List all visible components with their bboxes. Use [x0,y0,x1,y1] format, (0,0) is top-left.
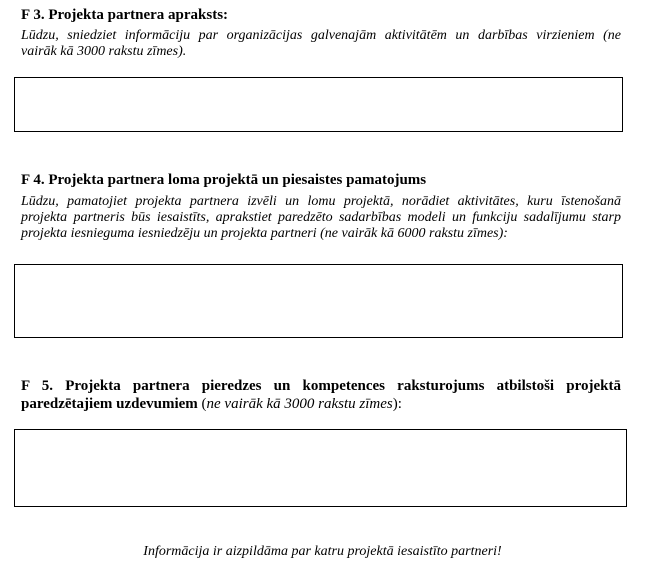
f5-heading-line-1 [21,377,621,395]
f4-description [21,194,621,242]
f4-description-line-2: projekta partneris būs iesaistīts, aprakstiet paredzēto sadarbības modeli un funkciju sadalījumu starp [21,210,621,225]
f5-heading-line-1-text: F 5. Projekta partnera pieredzes un kompetences raksturojums atbilstoši projektā [21,378,621,394]
f3-description-line-2: vairāk kā 3000 rakstu zīmes). [21,44,187,59]
f4-description-line-1: Lūdzu, pamatojiet projekta partnera izvēli un lomu projektā, norādiet aktivitātes, kuru īstenošanā [21,194,621,209]
f5-heading-close-paren: ): [392,396,402,412]
f5-heading-limit-note: ne vairāk kā 3000 rakstu zīmes [206,396,393,412]
f4-heading: F 4. Projekta partnera loma projektā un piesaistes pamatojums [21,172,427,188]
footer-note: Informācija ir aizpildāma par katru projektā iesaistīto partneri! [143,544,502,559]
f5-heading [21,377,621,413]
f5-heading-open-paren: ( [197,396,207,412]
f4-description-line-3: projekta iesnieguma iesniedzēju un projekta partneri (ne vairāk kā 6000 rakstu zīmes): [21,226,508,241]
f4-text-field[interactable] [14,264,623,338]
f3-description [21,28,621,60]
f3-text-field[interactable] [14,77,623,132]
f5-heading-line-2-bold: paredzētajiem uzdevumiem [21,396,198,412]
f3-description-line-1: Lūdzu, sniedziet informāciju par organizācijas galvenajām aktivitātēm un darbības virzieniem (ne [21,28,621,43]
f5-heading-line-2 [21,395,621,413]
f5-text-field[interactable] [14,429,627,507]
f3-heading: F 3. Projekta partnera apraksts: [21,7,229,23]
